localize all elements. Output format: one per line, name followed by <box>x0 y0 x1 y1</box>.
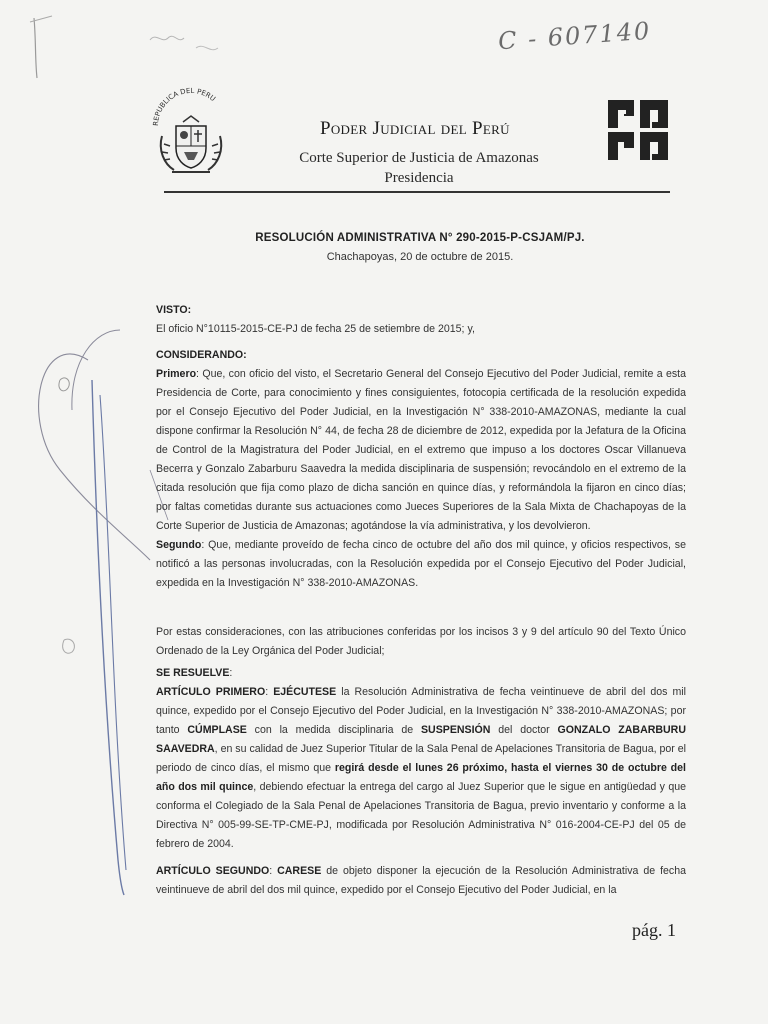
office-name: Presidencia <box>384 170 454 186</box>
page-number: pág. 1 <box>632 920 676 940</box>
art1-text-2: con la medida disciplinaria de <box>246 724 421 736</box>
art1-sep: : <box>265 686 274 698</box>
considerando-heading: CONSIDERANDO: <box>156 349 247 361</box>
art1-dates: regirá desde el lunes 26 próximo, hasta el viernes 30 de octubre del año dos mil quince <box>156 762 686 793</box>
poder-judicial-logo <box>606 98 670 162</box>
resolution-title: RESOLUCIÓN ADMINISTRATIVA N° 290-2015-P-CSJAM/PJ. <box>255 232 585 244</box>
articulo-segundo <box>156 862 686 900</box>
coat-of-arms-seal <box>150 86 232 178</box>
visto-section <box>156 301 686 339</box>
art1-cumplase: CÚMPLASE <box>187 724 247 736</box>
header-divider <box>164 191 670 193</box>
visto-text: El oficio N°10115-2015-CE-PJ de fecha 25 de setiembre de 2015; y, <box>156 323 475 335</box>
considerando-section <box>156 346 686 593</box>
seal-text: REPUBLICA DEL PERU <box>151 86 217 127</box>
se-resuelve-section <box>156 664 686 900</box>
handwritten-code: C - 607140 <box>497 16 653 56</box>
considerando-primero <box>156 365 686 536</box>
primero-text: : Que, con oficio del visto, el Secretario General del Consejo Ejecutivo del Poder Judicial, remite a esta Presidencia de Corte, para conocimiento y fines consiguientes, fotocopia certificada de la resolución expedida por el Consejo Ejecutivo del Poder Judicial, en la Investigación N° 338-2010-AMAZONAS, mediante la cual dispone confirmar la Resolución N° 44, de fecha 28 de diciembre de 2012, expedida por la Jefatura de la Oficina de Control de la Magistratura del Poder Judicial, en el extremo que impuso a los doctores Oscar Villanueva Becerra y Gonzalo Zabarburu Saavedra la medida disciplinaria de suspensión; revocándolo en el extremo de la citada resolución que fija como plazo de dicha sanción en quince días, y reformándola la fijaron en cinco días; por faltas cometidas durante sus actuaciones como Jueces Superiores de la Sala Mixta de Chachapoyas de la Corte Superior de Justicia de Amazonas; agotándose la vía administrativa, y los devolvieron. <box>156 368 686 532</box>
segundo-text: : Que, mediante proveído de fecha cinco de octubre del año dos mil quince, y oficios respectivos, se notificó a las personas involucradas, con la Resolución expedida por el Consejo Ejecutivo del Poder Judicial, expedida en la Investigación N° 338-2010-AMAZONAS. <box>156 539 686 589</box>
resolution-place-date: Chachapoyas, 20 de octubre de 2015. <box>326 251 514 263</box>
considerando-segundo <box>156 536 686 593</box>
art1-name: GONZALO ZABARBURU SAAVEDRA <box>156 724 686 755</box>
art2-sep: : <box>269 865 278 877</box>
consideraciones-paragraph: Por estas consideraciones, con las atribuciones conferidas por los incisos 3 y 9 del artículo 90 del Texto Único Ordenado de la Ley Orgánica del Poder Judicial; <box>156 626 686 657</box>
art2-label: ARTÍCULO SEGUNDO <box>156 865 270 877</box>
court-name: Corte Superior de Justicia de Amazonas <box>299 150 539 166</box>
primero-label: Primero <box>156 368 197 380</box>
art1-keyword: EJÉCUTESE <box>273 686 337 698</box>
art1-text-3: del doctor <box>490 724 558 736</box>
art1-text-5: , debiendo efectuar la entrega del cargo al Juez Superior que le sigue en antigüedad y que conforma el Colegiado de la Sala Penal de Apelaciones Transitoria de Bagua, previo inventario y conforme a la Directiva N° 005-99-SE-TP-CME-PJ, modificada por Resolución Administrativa N° 016-2004-CE-PJ del 05 de febrero de 2004. <box>156 781 686 850</box>
se-resuelve-heading-line <box>156 664 686 683</box>
articulo-primero <box>156 683 686 854</box>
se-resuelve-heading: SE RESUELVE <box>156 667 230 679</box>
art1-text-4: , en su calidad de Juez Superior Titular de la Sala Penal de Apelaciones Transitoria de Bagua, por el periodo de cinco días, el mismo que <box>156 743 686 774</box>
art2-keyword: CARESE <box>277 865 322 877</box>
art1-label: ARTÍCULO PRIMERO <box>156 686 266 698</box>
institution-title: Poder Judicial del Perú <box>320 118 510 139</box>
segundo-label: Segundo <box>156 539 202 551</box>
visto-heading: VISTO: <box>156 304 192 316</box>
se-resuelve-colon: : <box>229 667 233 679</box>
art1-suspension: SUSPENSIÓN <box>420 724 491 736</box>
art1-text-1: la Resolución Administrativa de fecha veintinueve de abril del dos mil quince, expedido por el Consejo Ejecutivo del Poder Judicial, en la Investigación N° 338-2010-AMAZONAS; por tanto <box>156 686 686 736</box>
art2-text-1: de objeto disponer la ejecución de la Resolución Administrativa de fecha veintinueve de abril del dos mil quince, expedido por el Consejo Ejecutivo del Poder Judicial, en la <box>156 865 686 896</box>
